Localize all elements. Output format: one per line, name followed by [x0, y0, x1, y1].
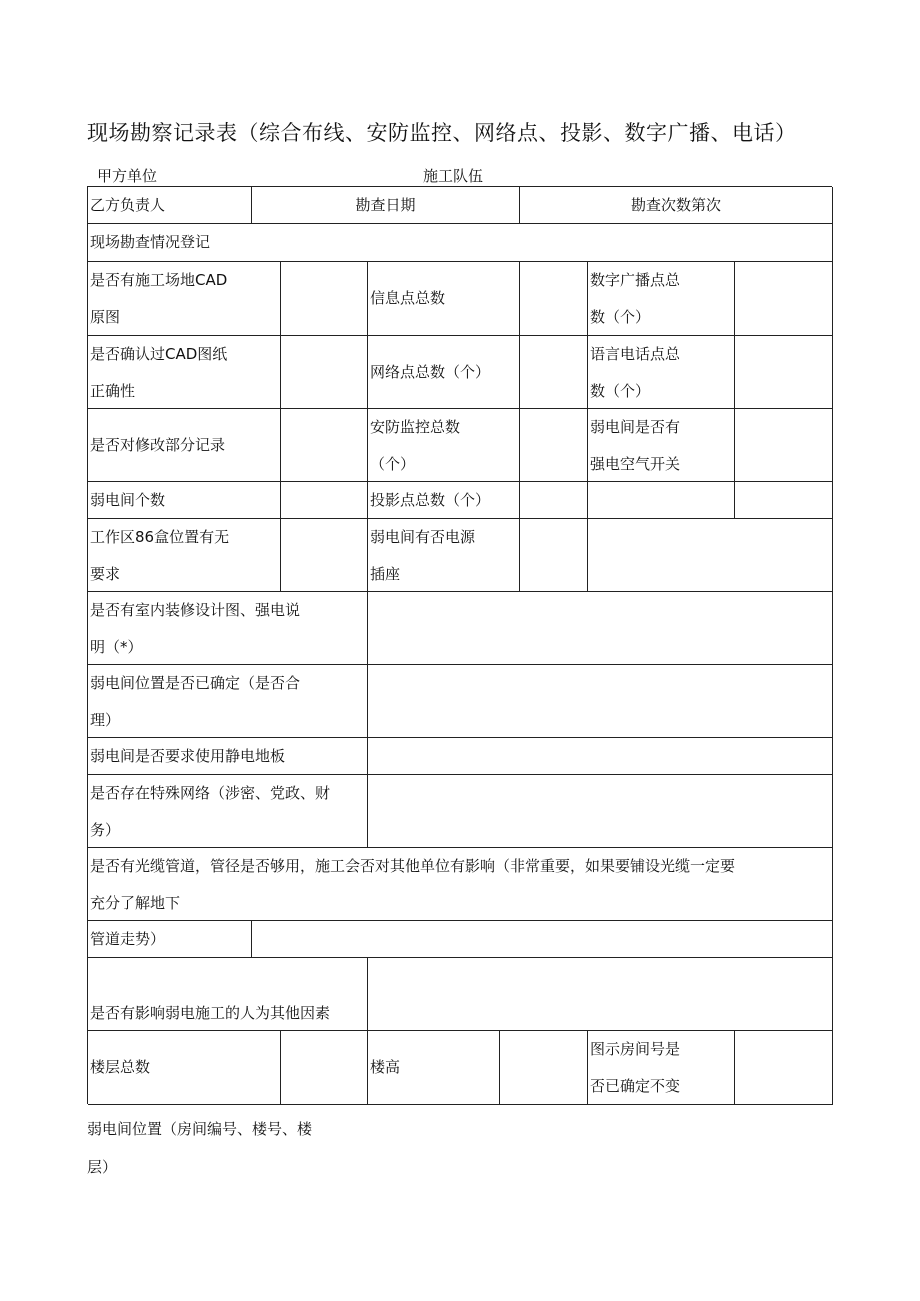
human-factor-question	[88, 958, 368, 1031]
special-network-line2: 务）	[90, 821, 121, 839]
interior-design-line2: 明（*）	[90, 638, 143, 656]
floor-height-label: 楼高	[368, 1031, 500, 1105]
security-total-label	[368, 409, 520, 482]
box86-question	[88, 519, 281, 592]
room-location-line1: 弱电间位置（房间编号、楼号、楼	[87, 1120, 313, 1138]
power-socket-label	[368, 519, 520, 592]
room-position-line2: 理）	[90, 711, 121, 729]
static-floor-answer[interactable]	[368, 738, 833, 775]
room-number-answer[interactable]	[735, 1031, 833, 1105]
row7-blank[interactable]	[588, 519, 833, 592]
room-switch-line2: 强电空气开关	[590, 455, 681, 473]
row6-blank-label[interactable]	[588, 482, 735, 519]
confirm-cad-answer[interactable]	[281, 336, 368, 409]
interior-design-answer[interactable]	[368, 592, 833, 665]
broadcast-value[interactable]	[735, 262, 833, 336]
party-b-lead-label: 乙方负责人	[88, 187, 252, 224]
special-network-line1: 是否存在特殊网络（涉密、党政、财	[90, 784, 331, 802]
floors-total-value[interactable]	[281, 1031, 368, 1105]
box86-line2: 要求	[90, 565, 121, 583]
confirm-cad-line1: 是否确认过CAD图纸	[90, 345, 228, 363]
phone-points-line1: 语言电话点总	[590, 345, 681, 363]
box86-answer[interactable]	[281, 519, 368, 592]
room-location-note	[87, 1110, 312, 1186]
room-position-question	[88, 665, 368, 738]
special-network-answer[interactable]	[368, 775, 833, 848]
floors-total-label: 楼层总数	[88, 1031, 281, 1105]
room-number-line2: 否已确定不变	[590, 1077, 681, 1095]
room-number-line1: 图示房间号是	[590, 1040, 681, 1058]
confirm-cad-line2: 正确性	[90, 382, 136, 400]
projection-label: 投影点总数（个）	[368, 482, 520, 519]
power-socket-line2: 插座	[370, 565, 401, 583]
room-switch-label	[588, 409, 735, 482]
broadcast-label-line2: 数（个）	[590, 308, 651, 326]
security-total-value[interactable]	[520, 409, 588, 482]
phone-points-label	[588, 336, 735, 409]
survey-date-label: 勘查日期	[252, 187, 520, 224]
human-factor-answer[interactable]	[368, 958, 833, 1031]
row6-blank-value[interactable]	[735, 482, 833, 519]
security-total-line1: 安防监控总数	[370, 418, 461, 436]
broadcast-label	[588, 262, 735, 336]
network-points-value[interactable]	[520, 336, 588, 409]
room-switch-value[interactable]	[735, 409, 833, 482]
fiber-pipe-question	[88, 848, 833, 921]
fiber-pipe-line2: 充分了解地下	[90, 894, 181, 912]
info-points-value[interactable]	[520, 262, 588, 336]
interior-design-question	[88, 592, 368, 665]
construction-team-label: 施工队伍	[423, 167, 484, 185]
survey-count-label: 勘查次数第次	[520, 187, 833, 224]
modify-record-question: 是否对修改部分记录	[88, 409, 281, 482]
room-position-answer[interactable]	[368, 665, 833, 738]
interior-design-line1: 是否有室内装修设计图、强电说	[90, 601, 301, 619]
special-network-question	[88, 775, 368, 848]
modify-record-answer[interactable]	[281, 409, 368, 482]
phone-points-line2: 数（个）	[590, 382, 651, 400]
info-points-label: 信息点总数	[368, 262, 520, 336]
cad-question-line1: 是否有施工场地CAD	[90, 271, 228, 289]
confirm-cad-question	[88, 336, 281, 409]
power-socket-value[interactable]	[520, 519, 588, 592]
network-points-label: 网络点总数（个）	[368, 336, 520, 409]
security-total-line2: （个）	[370, 455, 416, 473]
survey-table	[87, 186, 832, 1104]
pipe-route-label: 管道走势）	[88, 921, 252, 958]
fiber-pipe-line1: 是否有光缆管道，管径是否够用，施工会否对其他单位有影响（非常重要，如果要铺设光缆一定要	[90, 857, 736, 875]
broadcast-label-line1: 数字广播点总	[590, 271, 681, 289]
cad-question-line2: 原图	[90, 308, 121, 326]
room-count-value[interactable]	[281, 482, 368, 519]
cad-answer-cell[interactable]	[281, 262, 368, 336]
party-a-label: 甲方单位	[97, 167, 158, 185]
cad-question	[88, 262, 281, 336]
page-title: 现场勘察记录表（综合布线、安防监控、网络点、投影、数字广播、电话）	[87, 121, 797, 145]
phone-points-value[interactable]	[735, 336, 833, 409]
room-switch-line1: 弱电间是否有	[590, 418, 681, 436]
section-title: 现场勘查情况登记	[88, 224, 833, 262]
box86-line1: 工作区86盒位置有无	[90, 528, 230, 546]
projection-value[interactable]	[520, 482, 588, 519]
room-count-label: 弱电间个数	[88, 482, 281, 519]
room-number-question	[588, 1031, 735, 1105]
power-socket-line1: 弱电间有否电源	[370, 528, 476, 546]
room-location-line2: 层）	[87, 1158, 118, 1176]
pipe-route-answer[interactable]	[252, 921, 833, 958]
static-floor-question: 弱电间是否要求使用静电地板	[88, 738, 368, 775]
floor-height-value[interactable]	[500, 1031, 588, 1105]
human-factor-text: 是否有影响弱电施工的人为其他因素	[90, 1004, 331, 1022]
room-position-line1: 弱电间位置是否已确定（是否合	[90, 674, 301, 692]
